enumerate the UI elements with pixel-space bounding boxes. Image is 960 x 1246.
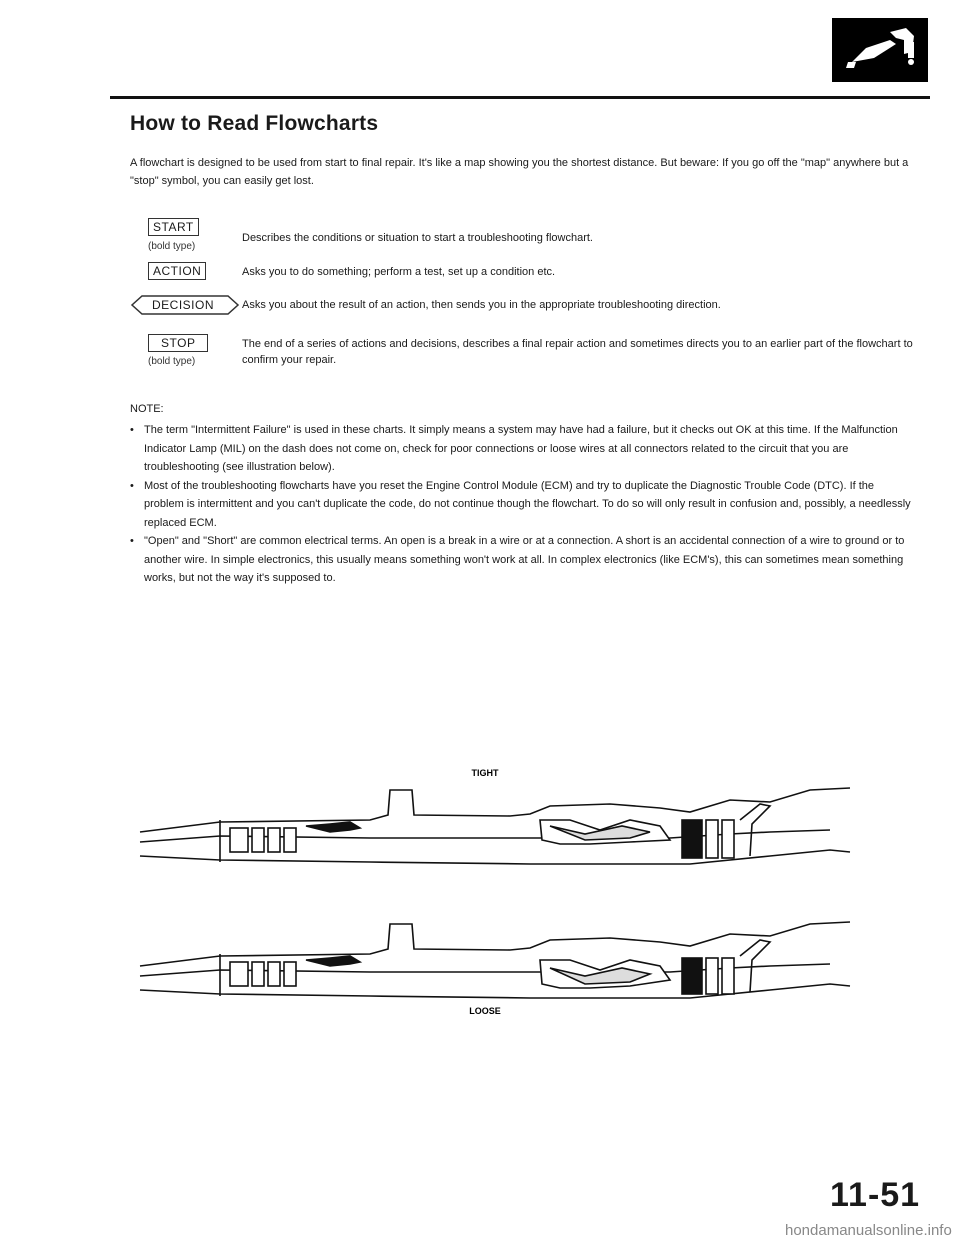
tight-connector-drawing (140, 788, 850, 864)
start-description: Describes the conditions or situation to start a troubleshooting flowchart. (242, 232, 593, 244)
footer-url: hondamanualsonline.info (785, 1222, 952, 1239)
decision-symbol-label: DECISION (152, 298, 215, 312)
start-note: (bold type) (148, 241, 196, 252)
header-rule (110, 96, 930, 99)
stop-note: (bold type) (148, 356, 196, 367)
note-heading: NOTE: (130, 403, 164, 415)
action-symbol: ACTION (148, 262, 206, 280)
tight-label: TIGHT (471, 768, 499, 778)
list-item (130, 532, 912, 588)
loose-connector-drawing (140, 922, 850, 998)
stop-description: The end of a series of actions and decisions, describes a final repair action and sometimes directs you to an earlier part of the flowchart to confirm your repair. (242, 338, 913, 366)
note-text: Most of the troubleshooting flowcharts have you reset the Engine Control Module (ECM) and try to duplicate the Diagnostic Trouble Code (DTC). If the problem is intermittent and you can't duplicate the code, do not continue though the flowchart. To do so will only result in confusion and, possibly, a needlessly replaced ECM. (144, 479, 911, 529)
page-title: How to Read Flowcharts (130, 112, 379, 135)
stop-symbol: STOP (148, 334, 208, 352)
bullet-icon: • (130, 535, 134, 547)
note-text: "Open" and "Short" are common electrical terms. An open is a break in a wire or at a connection. A short is an accidental connection of a wire to ground or to another wire. In simple electronics, this usually means something won't work at all. In complex electronics (like ECM's), this can sometimes mean something works, but not the way it's supposed to. (144, 535, 905, 584)
bullet-icon: • (130, 479, 134, 492)
page-number: 11-51 (830, 1176, 921, 1214)
notes-list (130, 421, 912, 588)
note-text: The term "Intermittent Failure" is used in these charts. It simply means a system may have had a failure, but it checks out OK at this time. If the Malfunction Indicator Lamp (MIL) on the dash does not come on, check for poor connections or loose wires at all connectors related to the circuit that you are troubleshooting (see illustration below). (144, 424, 898, 473)
fuel-system-icon (832, 18, 928, 82)
start-symbol: START (148, 218, 199, 236)
loose-label: LOOSE (469, 1006, 501, 1016)
list-item (130, 477, 912, 533)
bullet-icon: • (130, 424, 134, 436)
action-description: Asks you to do something; perform a test, set up a condition etc. (242, 266, 556, 278)
list-item (130, 421, 912, 477)
connector-illustration (130, 760, 860, 1020)
decision-description: Asks you about the result of an action, then sends you in the appropriate troubleshooting direction. (242, 299, 721, 311)
intro-paragraph: A flowchart is designed to be used from start to final repair. It's like a map showing you the shortest distance. But beware: If you go off the "map" anywhere but a "stop" symbol, you can easily get lost. (130, 157, 909, 187)
